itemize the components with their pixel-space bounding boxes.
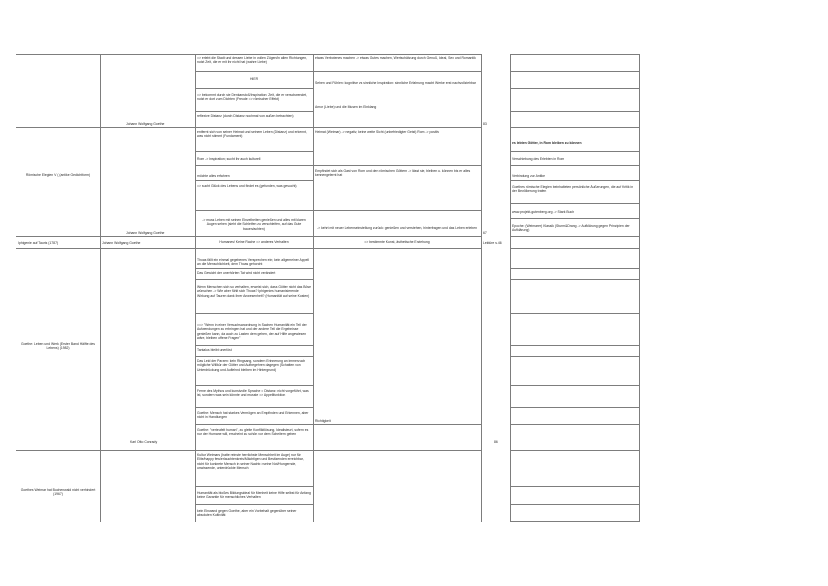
row2-cell-3: möchte alles erfahren bbox=[197, 174, 230, 178]
row1-note-2: Sehen und Fühlen: kognitive vs sinnliche Inspiration: sinnliche Erfahrung macht Werke erst nachvollziehbar bbox=[315, 81, 476, 85]
row2-note-2: Empfindet sich als Gast von Rom und den römischen Göttern -> lässt sie, bleiben u. können bis er alles kennengelernt hat bbox=[315, 169, 471, 178]
row3-title: Iphigenie auf Tauris (1787) bbox=[18, 241, 59, 245]
row2-page: 67 bbox=[483, 231, 487, 235]
row3-author: Johann Wolfgang Goethe bbox=[102, 241, 141, 245]
row3-page: Lektüre s.46 bbox=[483, 241, 502, 245]
row2-right-1: es lebten Götter, in Rom bleiben zu können bbox=[512, 141, 582, 145]
row5-cell-3: kein Einwand gegen Goethe, aber ein Vorbehalt gegenüber seiner absoluten Kultivität bbox=[197, 509, 297, 518]
row1-cell-2: HIER bbox=[249, 77, 259, 81]
row4-cell-7: Ferne des Mythos und kunstvolle Sprache = Distanz: nicht vorgeführt, was ist, sondern was sein könnte und musste => Appellfunktion bbox=[197, 389, 309, 398]
row2-right-3: Verbindung zur Antike bbox=[512, 174, 545, 178]
row4-cell-8: Goethe: Mensch hat starkes Vermögen an Empfinden und Erkennen, aber nicht in Handlungen bbox=[197, 411, 309, 420]
row2-note-3: -> kehrt mit neuer Lebenseinstellung zurück: genießen und verstehen, hinterfragen und das Leben erleben bbox=[317, 226, 477, 230]
row4-cell-5: Tantalus bleibt unerlöst bbox=[197, 348, 232, 352]
row4-cell-1: Thoas fällt ein einmal gegebenes Versprechen ein; kein allgemeiner Appell an die Menschlichkeit, dem Thoas gehorcht bbox=[197, 258, 309, 267]
row1-cell-4: reflexive Distanz (durch Distanz nochmal von außen betrachten) bbox=[197, 114, 294, 118]
row4-cell-2: Das Gewicht der unerhörten Tat wird nicht verändert bbox=[197, 271, 276, 275]
row4-cell-6: Das Leid der Parzen: kein Ringsang, sondern Erinnerung an immerzuch mögliche Willkür der Götter und Aufbegehren dagegen (Schatten von Unterdrückung und Auflehnd bleiben im Hintergrund) bbox=[197, 359, 306, 372]
row2-title: Römische Elegien V ( (antike Gedichtform) bbox=[25, 173, 91, 177]
row2-cell-5: -> muss Leben mit seinen Einzelheiten genießen und alles mit klaren Augen sehen (sieht die Schleifen zu verschleifen, auf das Gute bauen/achten) bbox=[202, 218, 306, 231]
row2-note-1: Heimat (Weimar) -> negativ, keine weite Sicht (unbefriedigter Geist) Rom -> positiv bbox=[315, 130, 440, 134]
row2-right-6: Epoche: (Weimarer) Klassik (Sturm&Drang -> Aufklärung gegen Prinzipien der Aufklärung) bbox=[512, 224, 630, 233]
row4-author: Karl Otto Conrady bbox=[130, 440, 158, 444]
row1-cell-3: => bekommt durch sie Denkanstoß/Inspiration: Zeit, die er verschwendet, nutzt er dort zum Dichten (Freude => römischer Effekt) bbox=[197, 93, 308, 102]
row3-cell: Humanes! Keine Rache => anderes Verhalten bbox=[219, 240, 289, 244]
row5-cell-2: Humanität als bloßes Bildungsideal für Menheit keine Hilfe selbst für Anfang keine Garantie für menschliches Verhalten bbox=[197, 491, 311, 500]
row2-cell-1: entfernt sich von seiner Heimat und seinem Leben (Distanz) und erkennt, was nicht stimmt (Fundament) bbox=[197, 130, 307, 139]
row5-cell-1: Kultur Weimars (hatte reinste herrlichste Menschheit im Auge) nur für Elite/happy few/erlauchtenkreis/Mächtigen und Besitzenden erreichbar, nicht für konkrete Mensch in seiner Nachtr.>seine Not/Hungernde, unwissende, unterdrückte Mensch bbox=[197, 453, 304, 470]
row1-note-3: Amor (Liebe) und die Musen im Einklang bbox=[315, 105, 377, 109]
row4-page: 86 bbox=[494, 440, 498, 444]
row5-title: Goethes Weimar hat Buchenwald nicht verhindert (1967) bbox=[20, 488, 96, 497]
row4-cell-4: ==> "Wenn in einer Versuchsanordnung in Sachen Humanität ein Teil der Aufwendungen zu erbringen hat und der andere Teil die Ergebnisse genießen kann, da auch zu Lasten dem gehen, der auf Hilfe angewiesen wäre, bleiben offene Fragen" bbox=[197, 323, 307, 340]
row1-author: Johann Wolfgang Goethe bbox=[126, 122, 165, 126]
row2-author: Johann Wolfgang Goethe bbox=[126, 231, 165, 235]
row4-title: Goethe: Leben und Werk (Erster Band Hälfte des Lebens) (1982) bbox=[20, 342, 95, 351]
row2-right-4: Goethes römische Elegien beinhalteten persönliche Äußerungen, die auf Kritik in der Bevölkerung trafen bbox=[512, 185, 634, 194]
row2-right-5: www.projekt-gutenberg.org -> Stark Buch bbox=[512, 210, 575, 214]
row4-note-1: Richtigkeit bbox=[315, 419, 331, 423]
row2-cell-4: => sucht Glück des Lebens und findet es (gefunden, was gesucht) bbox=[197, 184, 297, 188]
row1-cell-1: => erlebt die Stadt und dessen Liebe in vollen Zügen/in allen Richtungen, nutzt Zeit, die er mit ihr nicht hat (wahre Liebe) bbox=[197, 56, 308, 65]
row2-cell-2: Rom -> Inspiration; sucht ihr auch kulturell bbox=[197, 157, 261, 161]
row4-cell-9: Goethe: "verteufelt human", zu gleite Konfliktlösung, Idealisieurt, sofern es nur der Humane will, erscheint zu schön vor dem Scheitern geben bbox=[197, 428, 309, 437]
row3-note: => bestimmte Kunst, ästhetische Erziehung bbox=[364, 240, 430, 244]
row1-page: 83 bbox=[483, 122, 487, 126]
row2-right-2: Verschiebung des Erlebten in Rom bbox=[512, 157, 565, 161]
row4-cell-3: Wenn Menschen sich so verhalten, erweist sich, dass Götter nicht das Böse wünschen -> Wie aber fühlt sich Thoas? Iphigenies humanisierende Wirkung auf Tauren dank ihrer Anwesenheit? (Humanität auf seine Kosten) bbox=[197, 285, 311, 298]
row1-note-1: etwas Verbotenes machen -> etwas Gutes machen, Wertschätzung durch Genuß, Ideal, Sex und Romantik bbox=[315, 56, 476, 60]
